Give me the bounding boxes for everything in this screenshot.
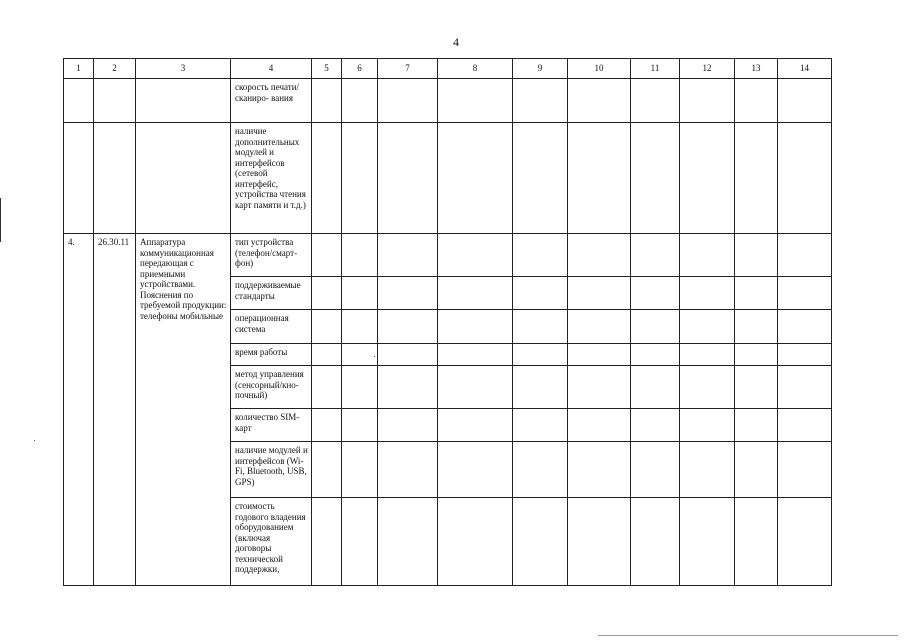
column-number: 6: [342, 59, 378, 79]
characteristic-cell: стоимость годового владения оборудованием (включая договоры технической поддержки,: [231, 498, 312, 586]
characteristic-cell: скорость печати/сканиро- вания: [231, 79, 312, 123]
table-row: [64, 123, 832, 234]
column-number: 11: [631, 59, 680, 79]
table-row: [64, 234, 832, 277]
column-number: 14: [778, 59, 832, 79]
column-number: 8: [438, 59, 513, 79]
characteristic-cell: метод управления (сенсорный/кно- почный): [231, 366, 312, 409]
column-number-row: [64, 59, 832, 79]
characteristic-cell: операционная система: [231, 310, 312, 344]
table-row: [64, 79, 832, 123]
column-number: 5: [312, 59, 342, 79]
column-number: 9: [513, 59, 568, 79]
scan-speck: [34, 440, 35, 441]
requirements-table: [63, 58, 832, 586]
column-number: 12: [680, 59, 735, 79]
characteristic-cell: количество SIM- карт: [231, 409, 312, 442]
item-number: 4.: [64, 234, 94, 586]
column-number: 7: [378, 59, 438, 79]
column-number: 1: [64, 59, 94, 79]
column-number: 2: [94, 59, 136, 79]
item-code: 26.30.11: [94, 234, 136, 586]
scan-margin-mark: [0, 198, 1, 242]
column-number: 3: [136, 59, 231, 79]
characteristic-cell: поддерживаемые стандарты: [231, 277, 312, 310]
column-number: 4: [231, 59, 312, 79]
characteristic-cell: время работы: [231, 344, 312, 366]
characteristic-cell: наличие дополнительных модулей и интерфейсов (сетевой интерфейс, устройства чтения карт памяти и т.д.): [231, 123, 312, 234]
scan-bottom-line: [598, 635, 898, 636]
characteristic-cell: тип устройства (телефон/смарт- фон): [231, 234, 312, 277]
characteristic-cell: наличие модулей и интерфейсов (Wi-Fi, Bluetooth, USB, GPS): [231, 442, 312, 498]
column-number: 10: [568, 59, 631, 79]
item-description: Аппаратура коммуникационная передающая с приемными устройствами. Пояснения по требуемой продукции: телефоны мобильные: [136, 234, 231, 586]
page-number: 4: [453, 35, 459, 49]
column-number: 13: [735, 59, 778, 79]
